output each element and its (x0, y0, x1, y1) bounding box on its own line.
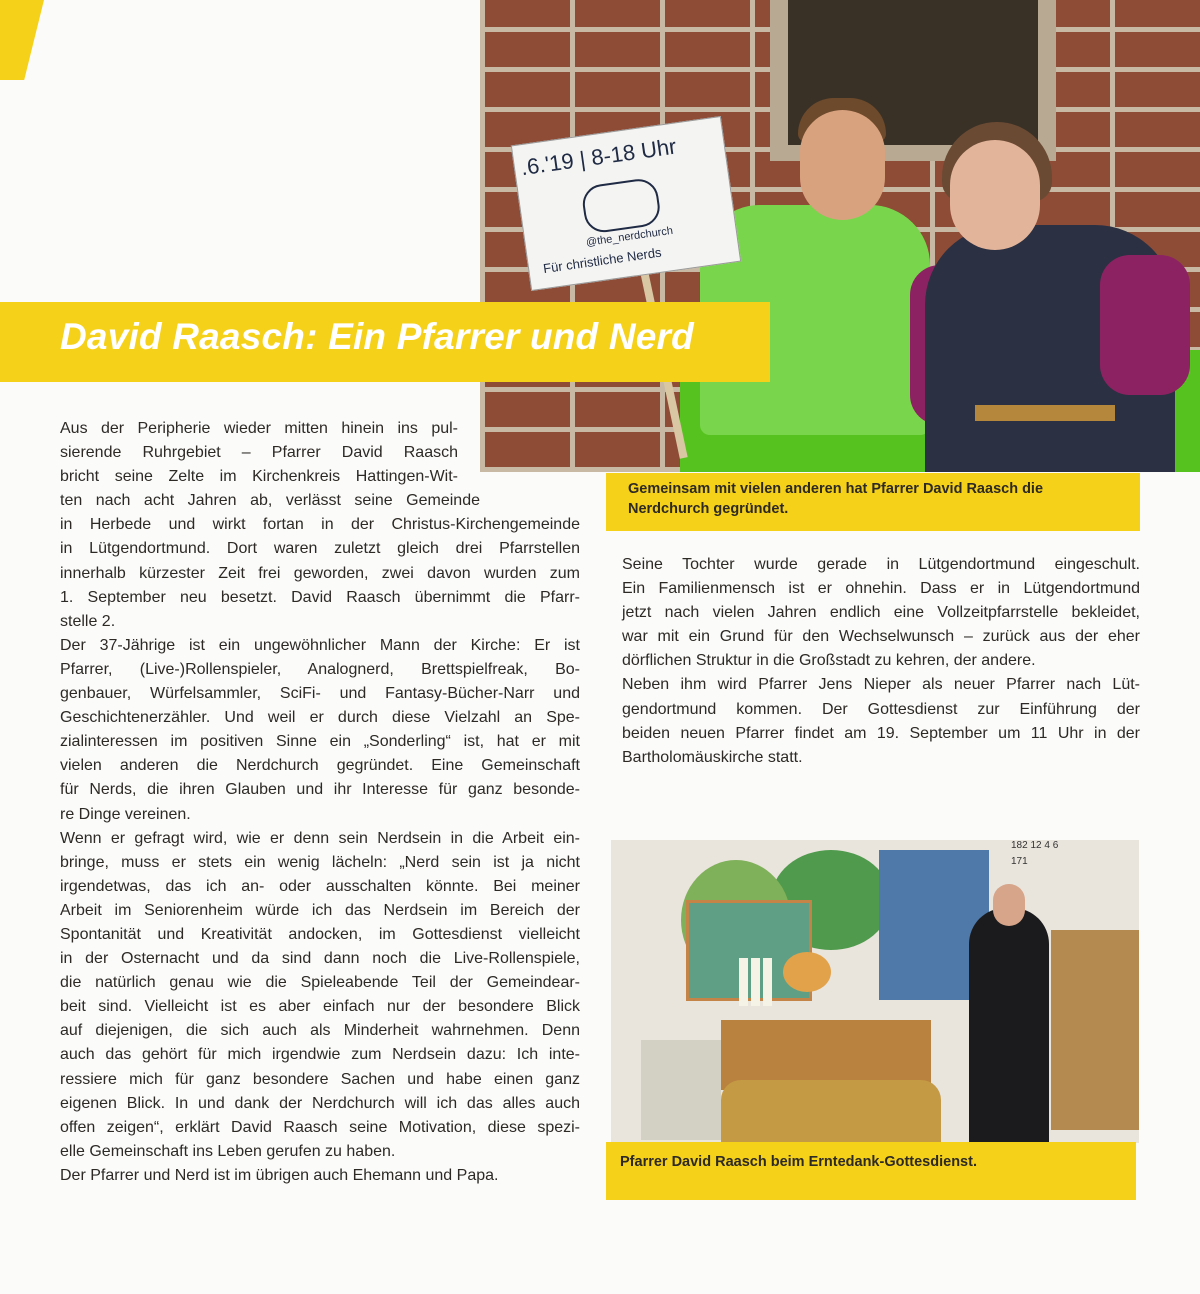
produce-crates (641, 1040, 721, 1140)
text-line: bricht seine Zelte im Kirchenkreis Hattingen-Wit- (60, 468, 458, 486)
sign-handle: @the_nerdchurch (585, 224, 674, 249)
text-line: re Dinge vereinen. (60, 805, 191, 823)
photo-harvest-service (611, 840, 1139, 1143)
text-line: Wenn er gefragt wird, wie er denn sein Nerdsein in die Arbeit ein- (60, 829, 580, 847)
text-line: irgendetwas, das ich an- oder ausschalten könnte. Bei meiner (60, 877, 580, 895)
text-line: 1. September neu besetzt. David Raasch übernimmt die Pfarr- (60, 588, 580, 606)
text-line: auch das gehört für mich irgendwie zum Nerdsein dazu: Ich inte- (60, 1046, 580, 1064)
text-line: in der Osternacht und da sind dann noch die Live-Rollenspiele, (60, 950, 580, 968)
caption-1-line-1: Gemeinsam mit vielen anderen hat Pfarrer David Raasch die (628, 481, 1044, 497)
sign-tagline: Für christliche Nerds (542, 244, 663, 277)
article-right-column (622, 553, 1140, 770)
photo-couple-nerdchurch (480, 0, 1200, 472)
text-line: dörflichen Struktur in die Großstadt zu kehren, der andere. (622, 652, 1036, 670)
text-line: sierende Ruhrgebiet – Pfarrer David Raasch (60, 444, 458, 462)
text-line: Ein Familienmensch ist er ohnehin. Dass er in Lütgendortmund (622, 580, 1140, 598)
candle (751, 958, 760, 1006)
woman-face (950, 140, 1040, 250)
caption-1-line-2: Nerdchurch gegründet. (628, 501, 789, 517)
man-face (800, 110, 885, 220)
text-line: in Herbede und wirkt fortan in der Christus-Kirchengemeinde (60, 516, 580, 534)
pumpkin (783, 952, 831, 992)
text-line: Arbeit im Seniorenheim würde ich das Nerdsein im Bereich der (60, 901, 580, 919)
text-line: innerhalb kürzester Zeit frei geworden, zwei davon wurden zum (60, 564, 580, 582)
text-line: Der Pfarrer und Nerd ist im übrigen auch Ehemann und Papa. (60, 1166, 499, 1184)
text-line: Seine Tochter wurde gerade in Lütgendortmund eingeschult. (622, 556, 1140, 573)
lectern (1051, 930, 1139, 1130)
article-headline: David Raasch: Ein Pfarrer und Nerd (60, 316, 694, 357)
text-line: Der 37-Jährige ist ein ungewöhnlicher Mann der Kirche: Er ist (60, 636, 580, 654)
gamepad-cross-icon (580, 177, 662, 235)
woman-sleeve-right (1100, 255, 1190, 395)
text-line: jetzt nach vielen Jahren endlich eine Vollzeitpfarrstelle bekleidet, (622, 604, 1140, 622)
text-line: in Lütgendortmund. Dort waren zuletzt gleich drei Pfarrstellen (60, 540, 580, 558)
text-line: beiden neuen Pfarrer findet am 19. September um 11 Uhr in der (622, 724, 1140, 742)
text-line: genbauer, Würfelsammler, SciFi- und Fantasy-Bücher-Narr und (60, 685, 580, 703)
text-line: eigenen Blick. In und dank der Nerdchurch will ich das alles auch (60, 1094, 580, 1112)
text-line: Pfarrer, (Live-)Rollenspieler, Analognerd, Brettspielfreak, Bo- (60, 660, 580, 678)
nerdchurch-sign (511, 116, 741, 291)
hymn-board-numbers: 182 12 4 6 (1011, 840, 1059, 851)
text-line: Geschichtenerzähler. Und weil er durch diese Vielzahl an Spe- (60, 709, 580, 727)
text-line: für Nerds, die ihren Glauben und ihr Interesse für ganz besonde- (60, 781, 580, 799)
candle (739, 958, 748, 1006)
article-left-column (60, 417, 580, 1188)
text-line: war mit ein Grund für den Wechselwunsch – zurück aus der eher (622, 628, 1140, 646)
text-line: ten nach acht Jahren ab, verlässt seine Gemeinde (60, 492, 480, 510)
text-line: Aus der Peripherie wieder mitten hinein ins pul- (60, 420, 458, 437)
photo-caption-2: Pfarrer David Raasch beim Erntedank-Gottesdienst. (606, 1142, 1136, 1200)
text-line: bringe, muss er stets ein wenig lächeln: „Nerd sein ist ja nicht (60, 853, 580, 871)
hymn-board-numbers: 171 (1011, 856, 1028, 867)
sign-date: .6.'19 | 8-18 Uhr (519, 133, 678, 181)
pastor-face (993, 884, 1025, 926)
text-line: auf diejenigen, die sich auch als Minderheit wahrnehmen. Denn (60, 1022, 580, 1040)
harvest-vegetables (721, 1080, 941, 1143)
woman-belt (975, 405, 1115, 421)
pastor-robe (969, 908, 1049, 1143)
text-line: gendortmund kommen. Der Gottesdienst zur Einführung der (622, 700, 1140, 718)
text-line: Neben ihm wird Pfarrer Jens Nieper als neuer Pfarrer nach Lüt- (622, 676, 1140, 694)
text-line: vielen anderen die Nerdchurch gegründet. Eine Gemeinschaft (60, 757, 580, 775)
text-line: Spontanität und Kreativität andocken, im Gottesdienst vielleicht (60, 925, 580, 943)
text-line: stelle 2. (60, 612, 116, 630)
text-line: elle Gemeinschaft ins Leben gerufen zu haben. (60, 1142, 396, 1160)
text-line: Bartholomäuskirche statt. (622, 748, 803, 766)
text-line: die natürlich genau wie die Spieleabende Teil der Gemeindear- (60, 974, 580, 992)
text-line: zialinteressen im positiven Sinne ein „Sonderling“ ist, hat er mit (60, 733, 580, 751)
yellow-corner-decoration (0, 0, 44, 80)
text-line: offen zeigen“, erklärt David Raasch seine Motivation, diese spezi- (60, 1118, 580, 1136)
photo-caption-1 (606, 473, 1140, 531)
text-line: ressiere mich für ganz besondere Sachen und habe einen ganz (60, 1070, 580, 1088)
candle (763, 958, 772, 1006)
text-line: beit sind. Vielleicht ist es aber einfach nur der besondere Blick (60, 998, 580, 1016)
